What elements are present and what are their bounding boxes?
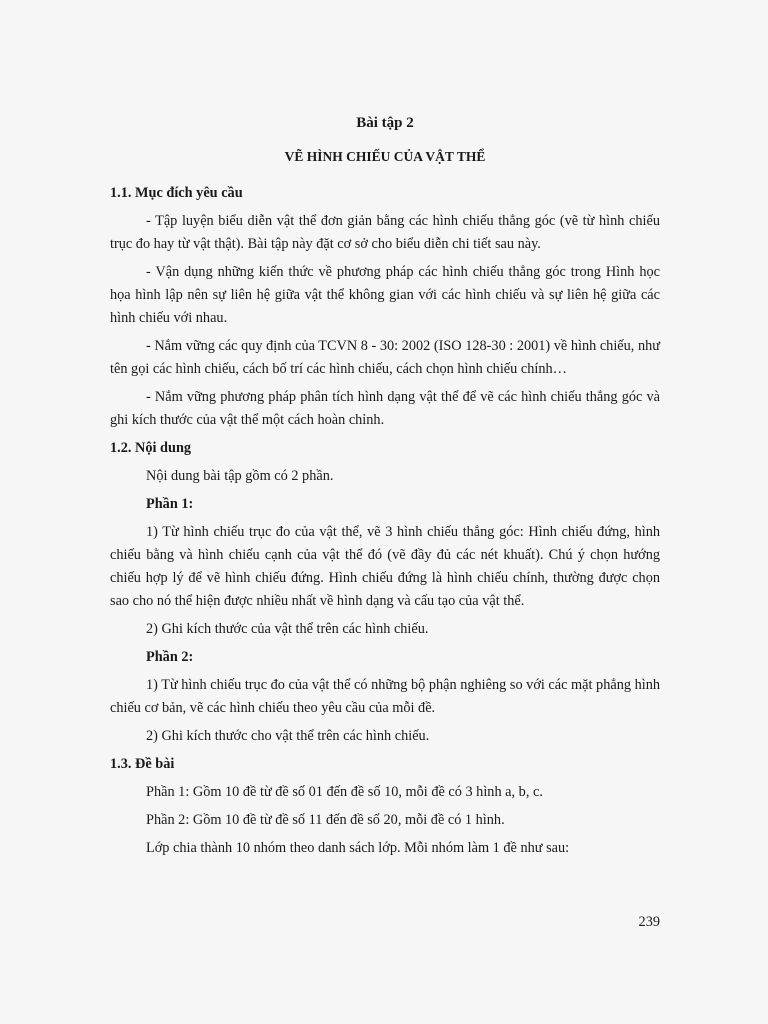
- paragraph: Phần 2: Gồm 10 đề từ đề số 11 đến đề số 20, mỗi đề có 1 hình.: [146, 812, 505, 828]
- section-heading-1-1: 1.1. Mục đích yêu cầu: [110, 185, 243, 201]
- page-subtitle: VẼ HÌNH CHIẾU CỦA VẬT THỂ: [284, 149, 486, 164]
- paragraph: Phần 1: Gồm 10 đề từ đề số 01 đến đề số 10, mỗi đề có 3 hình a, b, c.: [146, 784, 543, 800]
- paragraph: 2) Ghi kích thước của vật thể trên các hình chiếu.: [146, 621, 429, 637]
- page-content: [110, 112, 660, 865]
- paragraph: Nội dung bài tập gồm có 2 phần.: [146, 468, 334, 484]
- section-heading-1-3: 1.3. Đề bài: [110, 756, 175, 772]
- paragraph: Lớp chia thành 10 nhóm theo danh sách lớp. Mỗi nhóm làm 1 đề như sau:: [146, 840, 570, 856]
- part-2-heading: Phần 2:: [146, 649, 194, 665]
- paragraph: 2) Ghi kích thước cho vật thể trên các hình chiếu.: [146, 728, 430, 744]
- paragraph: - Nắm vững các quy định của TCVN 8 - 30: 2002 (ISO 128-30 : 2001) về hình chiếu, như tên gọi các hình chiếu, cách bố trí các hình chiếu, cách chọn hình chiếu chính…: [110, 338, 660, 377]
- paragraph: 1) Từ hình chiếu trục đo của vật thể, vẽ 3 hình chiếu thẳng góc: Hình chiếu đứng, hình chiếu bằng và hình chiếu cạnh của vật thể đó (vẽ đầy đủ các nét khuất). Chú ý chọn hướng chiếu hợp lý để vẽ hình chiếu đứng. Hình chiếu đứng là hình chiếu chính, thường được chọn sao cho nó thể hiện được nhiều nhất về hình dạng và cấu tạo của vật thể.: [110, 524, 660, 609]
- section-heading-1-2: 1.2. Nội dung: [110, 440, 192, 456]
- paragraph: - Vận dụng những kiến thức về phương pháp các hình chiếu thẳng góc trong Hình học họa hình lập nên sự liên hệ giữa vật thể không gian với các hình chiếu và sự liên hệ giữa các hình chiếu với nhau.: [110, 264, 660, 326]
- paragraph: 1) Từ hình chiếu trục đo của vật thể có những bộ phận nghiêng so với các mặt phẳng hình chiếu cơ bản, vẽ các hình chiếu theo yêu cầu của mỗi đề.: [110, 677, 660, 716]
- page-number: 239: [638, 914, 660, 930]
- page-title: Bài tập 2: [356, 115, 414, 131]
- paragraph: - Nắm vững phương pháp phân tích hình dạng vật thể để vẽ các hình chiếu thẳng góc và ghi kích thước của vật thể một cách hoàn chỉnh.: [110, 389, 660, 428]
- part-1-heading: Phần 1:: [146, 496, 194, 512]
- paragraph: - Tập luyện biểu diễn vật thể đơn giản bằng các hình chiếu thẳng góc (vẽ từ hình chiếu trục đo hay từ vật thật). Bài tập này đặt cơ sở cho biểu diễn chi tiết sau này.: [110, 213, 660, 252]
